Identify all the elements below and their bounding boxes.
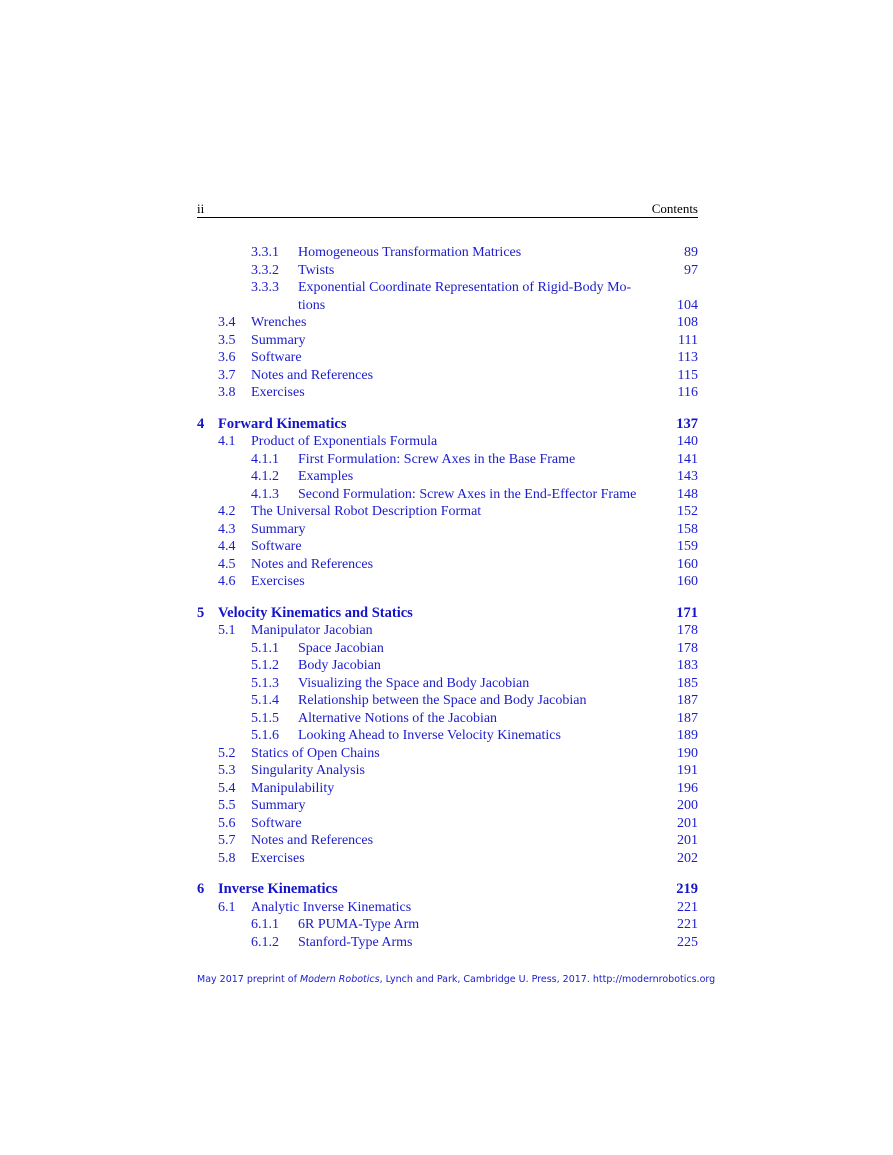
toc-title[interactable]: Singularity Analysis <box>251 762 368 780</box>
toc-page-number[interactable]: 191 <box>673 762 698 780</box>
toc-title[interactable]: Software <box>251 349 305 367</box>
toc-number: 5.7 <box>218 833 236 848</box>
toc-section[interactable] <box>197 745 698 763</box>
toc-page-number[interactable]: 196 <box>673 780 698 798</box>
toc-number: 5.1.5 <box>251 710 279 726</box>
toc-page-number[interactable]: 190 <box>673 745 698 763</box>
toc-section[interactable] <box>197 367 698 385</box>
toc-subsection[interactable] <box>197 916 698 934</box>
toc-number: 5.2 <box>218 745 236 761</box>
toc-section[interactable] <box>197 899 698 917</box>
toc-section[interactable] <box>197 832 698 850</box>
toc-page-number[interactable]: 152 <box>673 503 698 521</box>
toc-number: 5.1.3 <box>251 675 279 691</box>
running-header-title: Contents <box>651 201 698 216</box>
toc-number: 3.7 <box>218 367 236 383</box>
toc-section[interactable] <box>197 762 698 780</box>
toc-page-number[interactable]: 225 <box>673 934 698 952</box>
toc-page-number[interactable]: 160 <box>673 573 698 591</box>
toc-subsection[interactable] <box>197 297 698 315</box>
toc-number: 3.5 <box>218 332 236 348</box>
toc-section[interactable] <box>197 384 698 402</box>
toc-page-number[interactable]: 219 <box>672 881 698 899</box>
toc-section[interactable] <box>197 850 698 868</box>
footer-suffix[interactable]: , Lynch and Park, Cambridge U. Press, 2017. http://modernrobotics.org <box>379 974 716 985</box>
toc-number: 3.8 <box>218 385 236 400</box>
toc-section[interactable] <box>197 815 698 833</box>
toc-page-number[interactable]: 113 <box>674 349 698 367</box>
toc-title[interactable]: Alternative Notions of the Jacobian <box>298 710 500 728</box>
toc-page-number[interactable]: 140 <box>673 433 698 451</box>
toc-number: 3.6 <box>218 350 236 365</box>
footer-book-title: Modern Robotics <box>299 974 380 985</box>
toc-subsection[interactable] <box>197 244 698 262</box>
toc-title[interactable]: Looking Ahead to Inverse Velocity Kinematics <box>298 727 564 745</box>
running-header <box>197 200 698 218</box>
toc-title[interactable]: Statics of Open Chains <box>251 745 383 763</box>
toc-number: 5 <box>197 604 205 621</box>
toc-title[interactable]: Forward Kinematics <box>218 416 349 434</box>
toc-title[interactable]: Summary <box>251 521 308 539</box>
toc-section[interactable] <box>197 433 698 451</box>
toc-subsection[interactable] <box>197 451 698 469</box>
toc-title[interactable]: First Formulation: Screw Axes in the Base Frame <box>298 451 578 469</box>
toc-title[interactable]: Velocity Kinematics and Statics <box>218 605 416 623</box>
toc-page-number[interactable]: 116 <box>674 384 698 402</box>
toc-page-number[interactable]: 115 <box>674 367 698 385</box>
toc-section[interactable] <box>197 521 698 539</box>
toc-chapter[interactable] <box>197 605 698 623</box>
toc-number: 4 <box>197 415 205 432</box>
toc-page-number[interactable]: 148 <box>677 486 698 502</box>
toc-section[interactable] <box>197 622 698 640</box>
toc-page-number[interactable]: 111 <box>674 332 698 350</box>
toc-number: 4.1.3 <box>251 486 279 502</box>
toc-page-number[interactable]: 189 <box>673 727 698 745</box>
toc-title[interactable]: Second Formulation: Screw Axes in the End-Effector Frame <box>298 486 639 504</box>
toc-number: 4.2 <box>218 504 236 519</box>
toc-page-number[interactable]: 200 <box>673 797 698 815</box>
toc-number: 5.3 <box>218 763 236 778</box>
toc-page-number[interactable]: 221 <box>673 899 698 917</box>
toc-page-number[interactable]: 158 <box>673 521 698 539</box>
toc-number: 5.8 <box>218 850 236 866</box>
toc-title[interactable]: 6R PUMA-Type Arm <box>298 916 422 934</box>
footer <box>197 974 716 985</box>
toc-page-number[interactable]: 171 <box>672 605 698 623</box>
toc-page-number[interactable]: 202 <box>673 850 698 868</box>
toc-subsection[interactable] <box>197 486 698 504</box>
toc-title[interactable]: Summary <box>251 797 308 815</box>
toc-number: 5.1.4 <box>251 693 279 708</box>
toc-title[interactable]: Exercises <box>251 573 308 591</box>
toc-title[interactable]: Space Jacobian <box>298 640 387 658</box>
toc-page-number[interactable]: 183 <box>673 657 698 675</box>
toc-title[interactable]: Homogeneous Transformation Matrices <box>298 244 524 262</box>
page-number: ii <box>197 201 205 216</box>
toc-number: 4.4 <box>218 539 236 554</box>
toc-page-number[interactable]: 178 <box>673 622 698 640</box>
toc-section[interactable] <box>197 573 698 591</box>
toc-subsection[interactable] <box>197 710 698 728</box>
toc-page-number[interactable]: 187 <box>673 692 698 710</box>
toc-section[interactable] <box>197 538 698 556</box>
toc-page-number[interactable]: 221 <box>673 916 698 934</box>
toc-page-number[interactable]: 89 <box>680 244 698 262</box>
toc-subsection[interactable] <box>197 692 698 710</box>
toc-number: 6 <box>197 881 205 897</box>
toc-section[interactable] <box>197 349 698 367</box>
toc-section[interactable] <box>197 503 698 521</box>
toc-subsection[interactable] <box>197 675 698 693</box>
toc-chapter[interactable] <box>197 881 698 899</box>
toc-title[interactable]: Analytic Inverse Kinematics <box>251 899 414 917</box>
toc-title[interactable]: Inverse Kinematics <box>218 881 341 899</box>
toc-title[interactable]: Notes and References <box>251 832 376 850</box>
toc-number: 4.3 <box>218 521 236 537</box>
toc-title[interactable]: Wrenches <box>251 314 309 332</box>
toc-number: 4.5 <box>218 556 236 572</box>
toc-title[interactable]: Exercises <box>251 850 308 868</box>
toc-subsection[interactable] <box>197 727 698 745</box>
toc-number: 5.1.2 <box>251 658 279 673</box>
toc-section[interactable] <box>197 780 698 798</box>
toc-number: 5.1.1 <box>251 640 279 656</box>
table-of-contents <box>197 244 698 951</box>
toc-subsection[interactable] <box>197 468 698 486</box>
toc-number: 5.1.6 <box>251 728 279 743</box>
toc-title[interactable]: Summary <box>251 332 308 350</box>
toc-title[interactable]: Examples <box>298 468 356 486</box>
toc-number: 5.5 <box>218 798 236 813</box>
toc-page-number[interactable]: 187 <box>673 710 698 728</box>
toc-number: 5.4 <box>218 780 236 796</box>
toc-chapter[interactable] <box>197 416 698 434</box>
toc-title[interactable]: tions <box>298 297 328 315</box>
toc-subsection[interactable] <box>197 262 698 280</box>
toc-title[interactable]: The Universal Robot Description Format <box>251 503 484 521</box>
toc-page-number[interactable]: 97 <box>680 262 698 280</box>
toc-page-number[interactable]: 159 <box>673 538 698 556</box>
toc-title[interactable]: Visualizing the Space and Body Jacobian <box>298 675 532 693</box>
toc-title[interactable]: Manipulability <box>251 780 337 798</box>
toc-page-number[interactable]: 108 <box>673 314 698 332</box>
toc-page-number[interactable]: 141 <box>673 451 698 469</box>
toc-subsection[interactable] <box>197 640 698 658</box>
toc-page-number[interactable]: 160 <box>673 556 698 574</box>
toc-title[interactable]: Notes and References <box>251 556 376 574</box>
toc-number: 3.3.1 <box>251 245 279 260</box>
toc-title[interactable]: Software <box>251 815 305 833</box>
toc-page-number[interactable]: 143 <box>673 468 698 486</box>
toc-page-number[interactable]: 201 <box>673 815 698 833</box>
toc-number: 4.1.1 <box>251 451 279 467</box>
toc-number: 6.1.2 <box>251 934 279 950</box>
toc-number: 4.6 <box>218 574 236 589</box>
toc-subsection[interactable] <box>197 279 698 297</box>
toc-number: 4.1.2 <box>251 469 279 484</box>
toc-number: 4.1 <box>218 434 236 449</box>
toc-title[interactable]: Software <box>251 538 305 556</box>
toc-title[interactable]: Product of Exponentials Formula <box>251 433 440 451</box>
toc-section[interactable] <box>197 332 698 350</box>
toc-section[interactable] <box>197 797 698 815</box>
toc-page-number[interactable]: 137 <box>672 416 698 434</box>
toc-number: 3.3.3 <box>251 280 279 295</box>
toc-section[interactable] <box>197 556 698 574</box>
toc-page-number[interactable]: 178 <box>673 640 698 658</box>
toc-subsection[interactable] <box>197 657 698 675</box>
toc-number: 5.1 <box>218 623 236 638</box>
toc-page-number[interactable]: 185 <box>673 675 698 693</box>
toc-title[interactable]: Relationship between the Space and Body Jacobian <box>298 692 589 710</box>
toc-number: 6.1.1 <box>251 917 279 932</box>
footer-prefix: May 2017 preprint of <box>197 974 300 985</box>
toc-page-number[interactable]: 201 <box>673 832 698 850</box>
toc-page-number[interactable]: 104 <box>673 297 698 315</box>
toc-title[interactable]: Body Jacobian <box>298 657 384 675</box>
toc-title[interactable]: Notes and References <box>251 367 376 385</box>
toc-section[interactable] <box>197 314 698 332</box>
toc-title[interactable]: Twists <box>298 262 337 280</box>
toc-number: 5.6 <box>218 815 236 831</box>
toc-title[interactable]: Exercises <box>251 384 308 402</box>
toc-subsection[interactable] <box>197 934 698 952</box>
toc-number: 6.1 <box>218 899 236 915</box>
toc-title[interactable]: Stanford-Type Arms <box>298 934 416 952</box>
toc-title[interactable]: Exponential Coordinate Representation of Rigid-Body Mo- <box>298 279 634 297</box>
toc-number: 3.3.2 <box>251 262 279 278</box>
toc-title[interactable]: Manipulator Jacobian <box>251 622 376 640</box>
toc-number: 3.4 <box>218 315 236 330</box>
